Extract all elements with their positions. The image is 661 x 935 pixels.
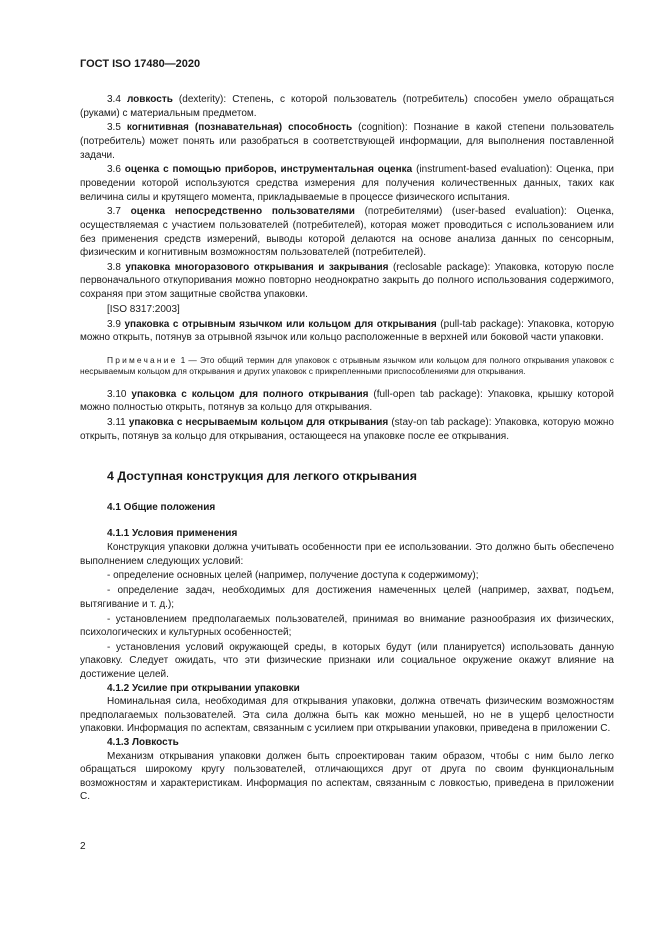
section-4-1-1-heading: 4.1.1 Условия применения	[107, 528, 238, 540]
list-item: - определение основных целей (например, получение доступа к содержимому);	[107, 570, 479, 582]
term: упаковка с кольцом для полного открывания	[131, 388, 369, 400]
page-body	[80, 93, 614, 804]
definition-3-7: 3.7 оценка непосредственно пользователями (потребителями) (user-based evaluation): Оценка, осуществляемая с участием пользователей (потребителей), которая может проводиться с использованием или без применения средств измерений, выводы которой делаются на основе анализа данных по сенсорным, физическим и когнитивным возможностям пользователей (потребителей).	[80, 206, 614, 259]
section-4-1-3-heading: 4.1.3 Ловкость	[107, 737, 179, 749]
list-item: - определение задач, необходимых для достижения намеченных целей (например, захват, подъем, вытягивание и т. д.);	[80, 585, 614, 610]
term: упаковка с отрывным язычком или кольцом для открывания	[124, 318, 437, 330]
term: упаковка с несрываемым кольцом для открывания	[128, 417, 389, 428]
definition-3-5: 3.5 когнитивная (познавательная) способность (cognition): Познание в какой степени пользователь (потребитель) может понять или разобраться в соответствующей информации, для выполнения поставленной задачи.	[80, 122, 614, 161]
definition-3-8: 3.8 упаковка многоразового открывания и закрывания (reclosable package): Упаковка, которую после первоначального откупоривания можно повторно неоднократно закрыть до полного использования содержимого, сохраняя при этом защитные свойства упаковки.	[80, 261, 614, 301]
note: Примечание 1 — Это общий термин для упаковок с отрывным язычком или кольцом для полного открывания упаковок с несрываемым кольцом для открывания и других упаковок с прикрепленными приспособлениями для открывания.	[80, 354, 614, 377]
definition-3-4: 3.4 ловкость (dexterity): Степень, с которой пользователь (потребитель) способен умело обращаться (руками) с материальным предметом.	[80, 94, 615, 119]
section-4-1-1-intro: Конструкция упаковки должна учитывать особенности при ее использовании. Это должно быть обеспечено выполнением следующих условий:	[80, 541, 614, 567]
iso-reference: [ISO 8317:2003]	[107, 303, 180, 315]
page-number: 2	[80, 841, 86, 852]
term: когнитивная (познавательная) способность	[126, 122, 353, 134]
note-label: Примечание	[107, 354, 178, 365]
definition-3-10: 3.10 упаковка с кольцом для полного открывания (full-open tab package): Упаковка, крышку которой можно полностью открыть, потянув за кольцо для открывания.	[80, 388, 614, 414]
section-4-1-heading: 4.1 Общие положения	[107, 501, 216, 513]
term: упаковка многоразового открывания и закрывания	[125, 261, 389, 273]
list-item: - установления условий окружающей среды, в которых будут (или планируется) использовать данную упаковку. Следует ожидать, что эти физические признаки или социальное окружение окажут влияние на достижение целей.	[80, 641, 614, 681]
definition-3-11: 3.11 упаковка с несрываемым кольцом для открывания (stay-on tab package): Упаковка, которую можно открыть, потянув за кольцо для открывания, остающееся на упаковке после ее открывания.	[80, 417, 614, 442]
section-4-1-2-heading: 4.1.2 Усилие при открывании упаковки	[107, 682, 300, 694]
list-item: - установлением предполагаемых пользователей, принимая во внимание разнообразия их физических, психологических и культурных особенностей;	[80, 613, 614, 639]
term: оценка с помощью приборов, инструментальная оценка	[124, 164, 413, 176]
definition-3-9: 3.9 упаковка с отрывным язычком или кольцом для открывания (pull-tab package): Упаковка, которую можно открыть, потянув за отрывной язычок или кольцо расположенные в верхней или боковой части упаковки.	[80, 318, 615, 344]
term: оценка непосредственно пользователями	[130, 206, 355, 218]
section-4-1-3-text: Механизм открывания упаковки должен быть спроектирован таким образом, чтобы с ним было легко обращаться широкому кругу пользователей, отличающихся друг от друга по своим функциональным возможностям и характеристикам. Информация по аспектам, связанным с ловкостью, приведена в приложении С.	[80, 750, 614, 803]
term: ловкость	[126, 94, 173, 105]
definition-3-6: 3.6 оценка с помощью приборов, инструментальная оценка (instrument-based evaluation): Оценка, при проведении которой используются средства измерения для получения количественных данных, таких как величина силы и крутящего момента, прикладываемые в процессе физического испытания.	[80, 164, 614, 203]
section-4-heading: 4 Доступная конструкция для легкого открывания	[107, 469, 418, 484]
section-4-1-2-text: Номинальная сила, необходимая для открывания упаковки, должна отвечать физическим возможностям предполагаемых пользователей. Эта сила должна быть как можно меньшей, но не в ущерб целостности упаковки. Информация по аспектам, связанным с усилием при открывании упаковки, приведена в приложении С.	[80, 696, 614, 735]
page-header: ГОСТ ISO 17480—2020	[80, 58, 201, 70]
